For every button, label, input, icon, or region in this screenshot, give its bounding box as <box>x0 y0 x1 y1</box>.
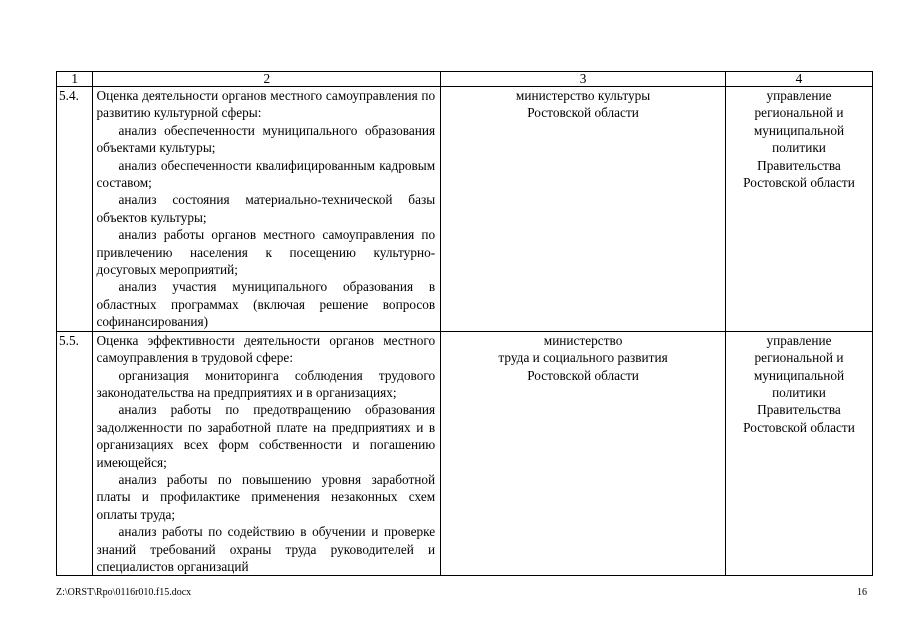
row-coordinator <box>725 331 872 576</box>
coordinator-line: региональной и <box>754 350 844 366</box>
description-line: анализ обеспеченности муниципального образования объектами культуры; <box>96 122 436 156</box>
row-responsible <box>441 87 726 332</box>
coordinator-line: управление <box>766 88 832 103</box>
coordinator-line: Ростовской области <box>743 175 855 191</box>
table-row <box>57 87 873 332</box>
coordinator-line: политики <box>772 140 826 156</box>
coordinator-line: политики <box>772 384 826 400</box>
column-number-1: 1 <box>57 72 93 87</box>
description-line: анализ состояния материально-технической базы объектов культуры; <box>96 192 436 225</box>
row-responsible <box>441 331 726 576</box>
footer-file-path: Z:\ORST\Rpo\0116r010.f15.docx <box>56 587 192 598</box>
description-line: организация мониторинга соблюдения трудового законодательства на предприятиях и в организациях; <box>96 367 436 400</box>
page-number: 16 <box>857 587 867 598</box>
coordinator-line: Ростовской области <box>743 419 855 435</box>
column-number-3: 3 <box>441 72 726 87</box>
row-description <box>93 87 441 332</box>
row-number: 5.4. <box>57 87 93 332</box>
column-number-2: 2 <box>93 72 441 87</box>
description-line: анализ работы по содействию в обучении и проверке знаний требований охраны труда руководителей и специалистов организаций <box>96 524 436 574</box>
row-number: 5.5. <box>57 331 93 576</box>
coordinator-line: управление <box>766 332 832 348</box>
responsible-line: Ростовской области <box>527 105 639 121</box>
coordinator-line: муниципальной <box>753 122 845 138</box>
description-line: анализ обеспеченности квалифицированным кадровым составом; <box>96 157 436 191</box>
responsible-line: министерство <box>543 332 623 348</box>
description-line: анализ участия муниципального образования в областных программах (включая решение вопросов софинансирования) <box>96 279 436 330</box>
coordinator-line: муниципальной <box>753 367 845 383</box>
responsible-line: труда и социального развития <box>498 350 668 366</box>
coordinator-line: Правительства <box>757 157 841 173</box>
description-line: Оценка деятельности органов местного самоуправления по развитию культурной сферы: <box>96 88 436 121</box>
responsible-line: Ростовской области <box>527 367 639 383</box>
document-table <box>56 71 873 576</box>
responsible-line: министерство культуры <box>515 88 651 103</box>
coordinator-line: региональной и <box>754 105 844 121</box>
description-line: анализ работы органов местного самоуправления по привлечению населения к посещению культурно-досуговых мероприятий; <box>96 227 436 278</box>
coordinator-line: Правительства <box>757 402 841 418</box>
table-row <box>57 331 873 576</box>
column-number-4: 4 <box>725 72 872 87</box>
description-line: анализ работы по повышению уровня заработной платы и профилактике применения незаконных схем оплаты труда; <box>96 471 436 522</box>
row-coordinator <box>725 87 872 332</box>
description-line: Оценка эффективности деятельности органов местного самоуправления в трудовой сфере: <box>96 332 436 366</box>
table-header-row <box>57 72 873 87</box>
row-description <box>93 331 441 576</box>
description-line: анализ работы по предотвращению образования задолженности по заработной плате на предприятиях и в организациях всех форм собственности и погашению имеющейся; <box>96 402 436 470</box>
